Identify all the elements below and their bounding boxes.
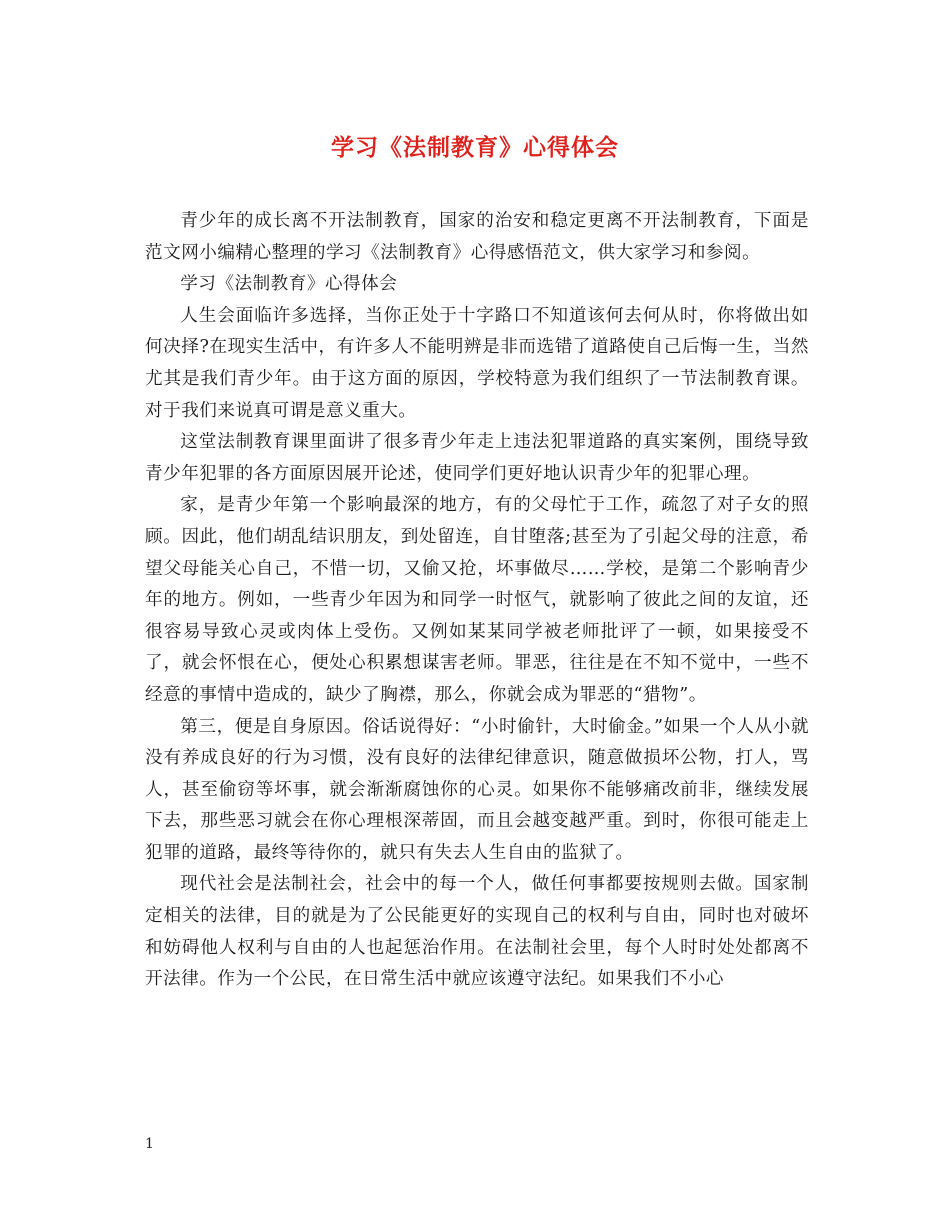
paragraph-intro: 青少年的成长离不开法制教育，国家的治安和稳定更离不开法制教育，下面是范文网小编精心整理的学习《法制教育》心得感悟范文，供大家学习和参阅。 (145, 211, 809, 263)
document-body (145, 206, 809, 996)
paragraph-cases: 这堂法制教育课里面讲了很多青少年走上违法犯罪道路的真实案例，围绕导致青少年犯罪的各方面原因展开论述，使同学们更好地认识青少年的犯罪心理。 (145, 432, 809, 484)
document-title: 学习《法制教育》心得体会 (331, 134, 619, 161)
paragraph-society: 现代社会是法制社会，社会中的每一个人，做任何事都要按规则去做。国家制定相关的法律，目的就是为了公民能更好的实现自己的权利与自由，同时也对破坏和妨碍他人权利与自由的人也起惩治作用。在法制社会里，每个人时时处处都离不开法律。作为一个公民，在日常生活中就应该遵守法纪。如果我们不小心 (145, 874, 809, 990)
paragraph-family-school: 家，是青少年第一个影响最深的地方，有的父母忙于工作，疏忽了对子女的照顾。因此，他们胡乱结识朋友，到处留连，自甘堕落;甚至为了引起父母的注意，希望父母能关心自己，不惜一切，又偷又抢，坏事做尽……学校，是第二个影响青少年的地方。例如，一些青少年因为和同学一时怄气，就影响了彼此之间的友谊，还很容易导致心灵或肉体上受伤。又例如某某同学被老师批评了一顿，如果接受不了，就会怀恨在心，便处心积累想谋害老师。罪恶，往往是在不知不觉中，一些不经意的事情中造成的，缺少了胸襟，那么，你就会成为罪恶的“猎物”。 (145, 495, 809, 705)
paragraph-choices: 人生会面临许多选择，当你正处于十字路口不知道该何去何从时，你将做出如何决择?在现实生活中，有许多人不能明辨是非而选错了道路使自己后悔一生，当然尤其是我们青少年。由于这方面的原因，学校特意为我们组织了一节法制教育课。对于我们来说真可谓是意义重大。 (145, 305, 809, 421)
page-number: 1 (145, 1136, 154, 1152)
paragraph-subtitle: 学习《法制教育》心得体会 (180, 274, 398, 295)
paragraph-self: 第三，便是自身原因。俗话说得好：“小时偷针，大时偷金。”如果一个人从小就没有养成良好的行为习惯，没有良好的法律纪律意识，随意做损坏公物，打人，骂人，甚至偷窃等坏事，就会渐渐腐蚀你的心灵。如果你不能够痛改前非，继续发展下去，那些恶习就会在你心理根深蒂固，而且会越变越严重。到时，你很可能走上犯罪的道路，最终等待你的，就只有失去人生自由的监狱了。 (145, 716, 809, 863)
